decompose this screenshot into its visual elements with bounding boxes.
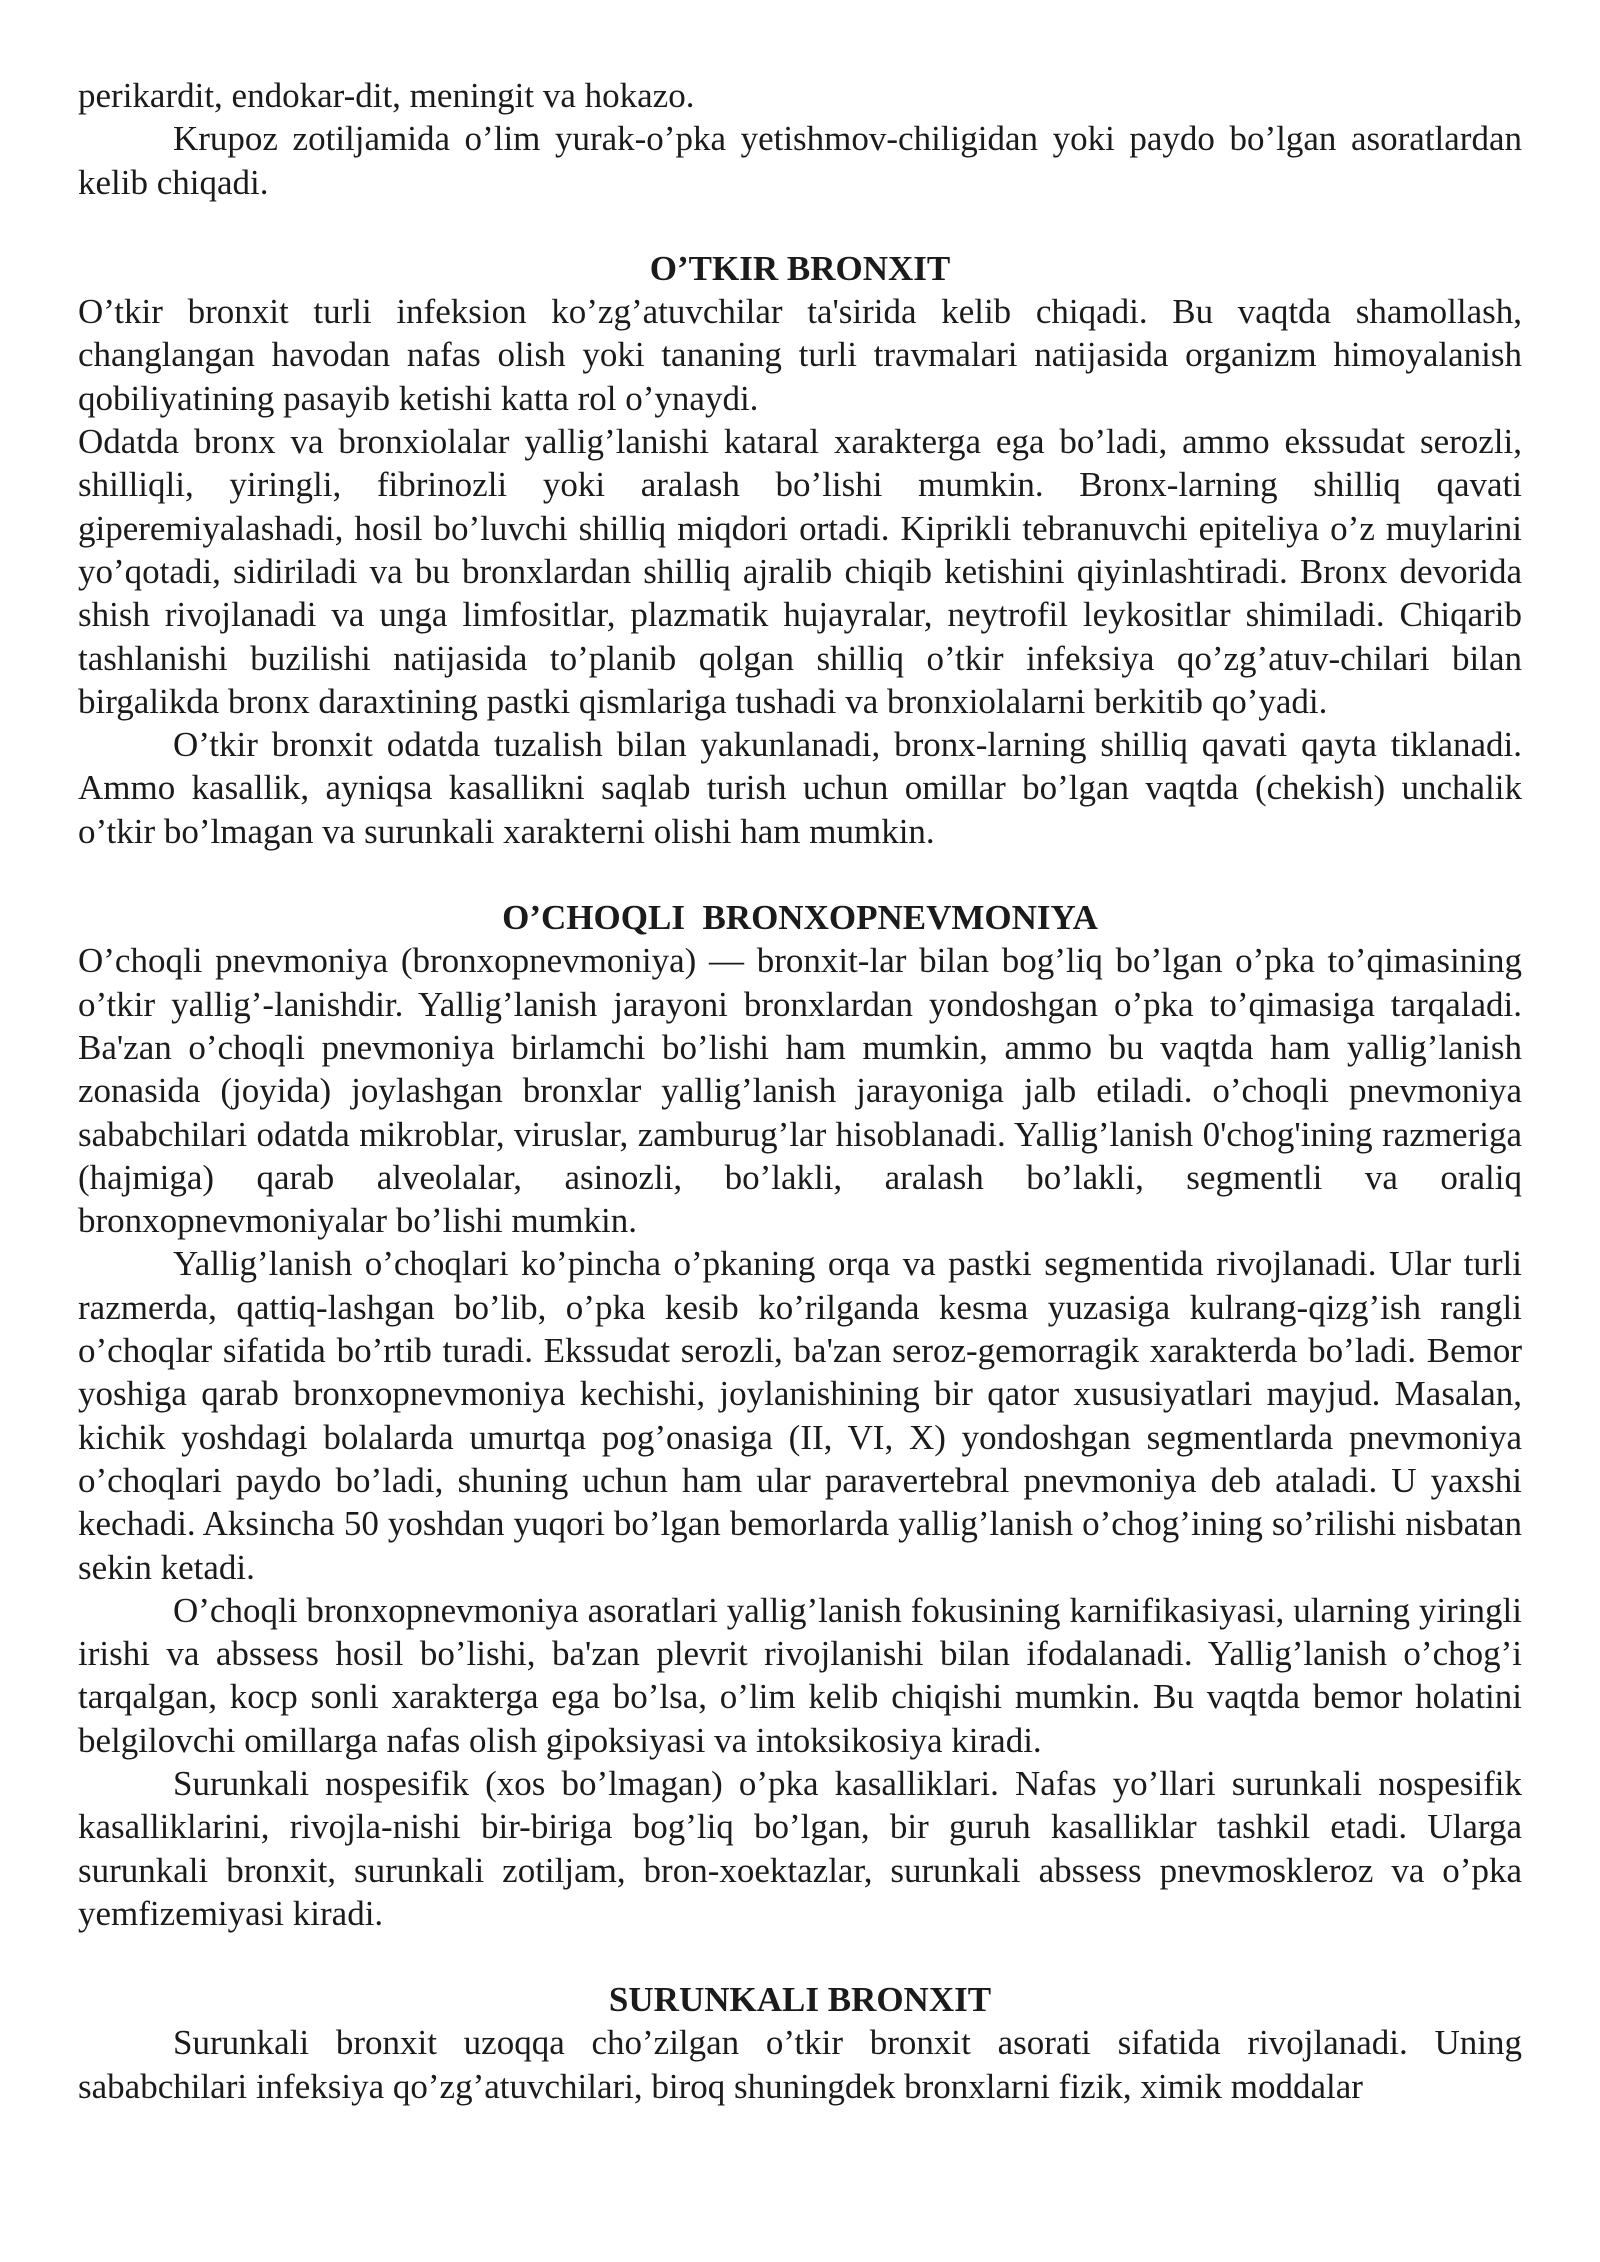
paragraph: Krupoz zotiljamida o’lim yurak-o’pka yetishmov-chiligidan yoki paydo bo’lgan asoratlardan kelib chiqadi. bbox=[78, 119, 1522, 202]
section-heading-surunkali-bronxit: SURUNKALI BRONXIT bbox=[608, 1980, 992, 2020]
paragraph: Surunkali bronxit uzoqqa cho’zilgan o’tkir bronxit asorati sifatida rivojlanadi. Uning sababchilari infeksiya qo’zg’atuvchilari, biroq shuningdek bronxlarni fizik, ximik moddalar bbox=[78, 2023, 1522, 2106]
document-page bbox=[78, 74, 1522, 2108]
paragraph: O’choqli bronxopnevmoniya asoratlari yallig’lanish fokusining karnifikasiyasi, ularning yiringli irishi va abssess hosil bo’lishi, ba'zan plevrit rivojlanishi bilan ifodalanadi. Yallig’lanish o’chog’i tarqalgan, kocp sonli xarakterga ega bo’lsa, o’lim kelib chiqishi mumkin. Bu vaqtda bemor holatini belgilovchi omillarga nafas olish gipoksiyasi va intoksikosiya kiradi. bbox=[78, 1590, 1522, 1760]
paragraph: Surunkali nospesifik (xos bo’lmagan) o’pka kasalliklari. Nafas yo’llari surunkali nospesifik kasalliklarini, rivojla-nishi bir-biriga bog’liq bo’lgan, bir guruh kasalliklar tashkil etadi. Ularga surunkali bronxit, surunkali zotiljam, bron-xoektazlar, surunkali abssess pnevmoskleroz va o’pka yemfizemiyasi kiradi. bbox=[78, 1763, 1522, 1933]
paragraph: O’choqli pnevmoniya (bronxopnevmoniya) — bronxit-lar bilan bog’liq bo’lgan o’pka to’qimasining o’tkir yallig’-lanishdir. Yallig’lanish jarayoni bronxlardan yondoshgan o’pka to’qimasiga tarqaladi. Ba'zan o’choqli pnevmoniya birlamchi bo’lishi ham mumkin, ammo bu vaqtda ham yallig’lanish zonasida (joyida) joylashgan bronxlar yallig’lanish jarayoniga jalb etiladi. o’choqli pnevmoniya sababchilari odatda mikroblar, viruslar, zamburug’lar hisoblanadi. Yallig’lanish 0'chog'ining razmeriga (hajmiga) qarab alveolalar, asinozli, bo’lakli, aralash bo’lakli, segmentli va oraliq bronxopnevmoniyalar bo’lishi mumkin. bbox=[78, 941, 1522, 1241]
section-heading-ochoqli-bronxopnevmoniya: O’CHOQLI BRONXOPNEVMONIYA bbox=[502, 898, 1098, 938]
section-heading-otkir-bronxit: O’TKIR BRONXIT bbox=[649, 248, 951, 288]
paragraph: O’tkir bronxit turli infeksion ko’zg’atuvchilar ta'sirida kelib chiqadi. Bu vaqtda shamollash, changlangan havodan nafas olish yoki tananing turli travmalari natijasida organizm himoyalanish qobiliyatining pasayib ketishi katta rol o’ynaydi. bbox=[78, 292, 1522, 418]
paragraph: O’tkir bronxit odatda tuzalish bilan yakunlanadi, bronx-larning shilliq qavati qayta tiklanadi. Ammo kasallik, ayniqsa kasallikni saqlab turish uchun omillar bo’lgan vaqtda (chekish) unchalik o’tkir bo’lmagan va surunkali xarakterni olishi ham mumkin. bbox=[78, 725, 1522, 851]
paragraph: Yallig’lanish o’choqlari ko’pincha o’pkaning orqa va pastki segmentida rivojlanadi. Ular turli razmerda, qattiq-lashgan bo’lib, o’pka kesib ko’rilganda kesma yuzasiga kulrang-qizg’ish rangli o’choqlar sifatida bo’rtib turadi. Ekssudat serozli, ba'zan seroz-gemorragik xarakterda bo’ladi. Bemor yoshiga qarab bronxopnevmoniya kechishi, joylanishining bir qator xususiyatlari mayjud. Masalan, kichik yoshdagi bolalarda umurtqa pog’onasiga (II, VI, X) yondoshgan segmentlarda pnevmoniya o’choqlari paydo bo’ladi, shuning uchun ham ular paravertebral pnevmoniya deb ataladi. U yaxshi kechadi. Aksincha 50 yoshdan yuqori bo’lgan bemorlarda yallig’lanish o’chog’ining so’rilishi nisbatan sekin ketadi. bbox=[78, 1244, 1522, 1587]
paragraph: Odatda bronx va bronxiolalar yallig’lanishi kataral xarakterga ega bo’ladi, ammo ekssudat serozli, shilliqli, yiringli, fibrinozli yoki aralash bo’lishi mumkin. Bronx-larning shilliq qavati giperemiyalashadi, hosil bo’luvchi shilliq miqdori ortadi. Kiprikli tebranuvchi epiteliya o’z muylarini yo’qotadi, sidiriladi va bu bronxlardan shilliq ajralib chiqib ketishini qiyinlashtiradi. Bronx devorida shish rivojlanadi va unga limfositlar, plazmatik hujayralar, neytrofil leykositlar shimiladi. Chiqarib tashlanishi buzilishi natijasida to’planib qolgan shilliq o’tkir infeksiya qo’zg’atuv-chilari bilan birgalikda bronx daraxtining pastki qismlariga tushadi va bronxiolalarni berkitib qo’yadi. bbox=[78, 422, 1522, 721]
paragraph: perikardit, endokar-dit, meningit va hokazo. bbox=[78, 76, 695, 115]
